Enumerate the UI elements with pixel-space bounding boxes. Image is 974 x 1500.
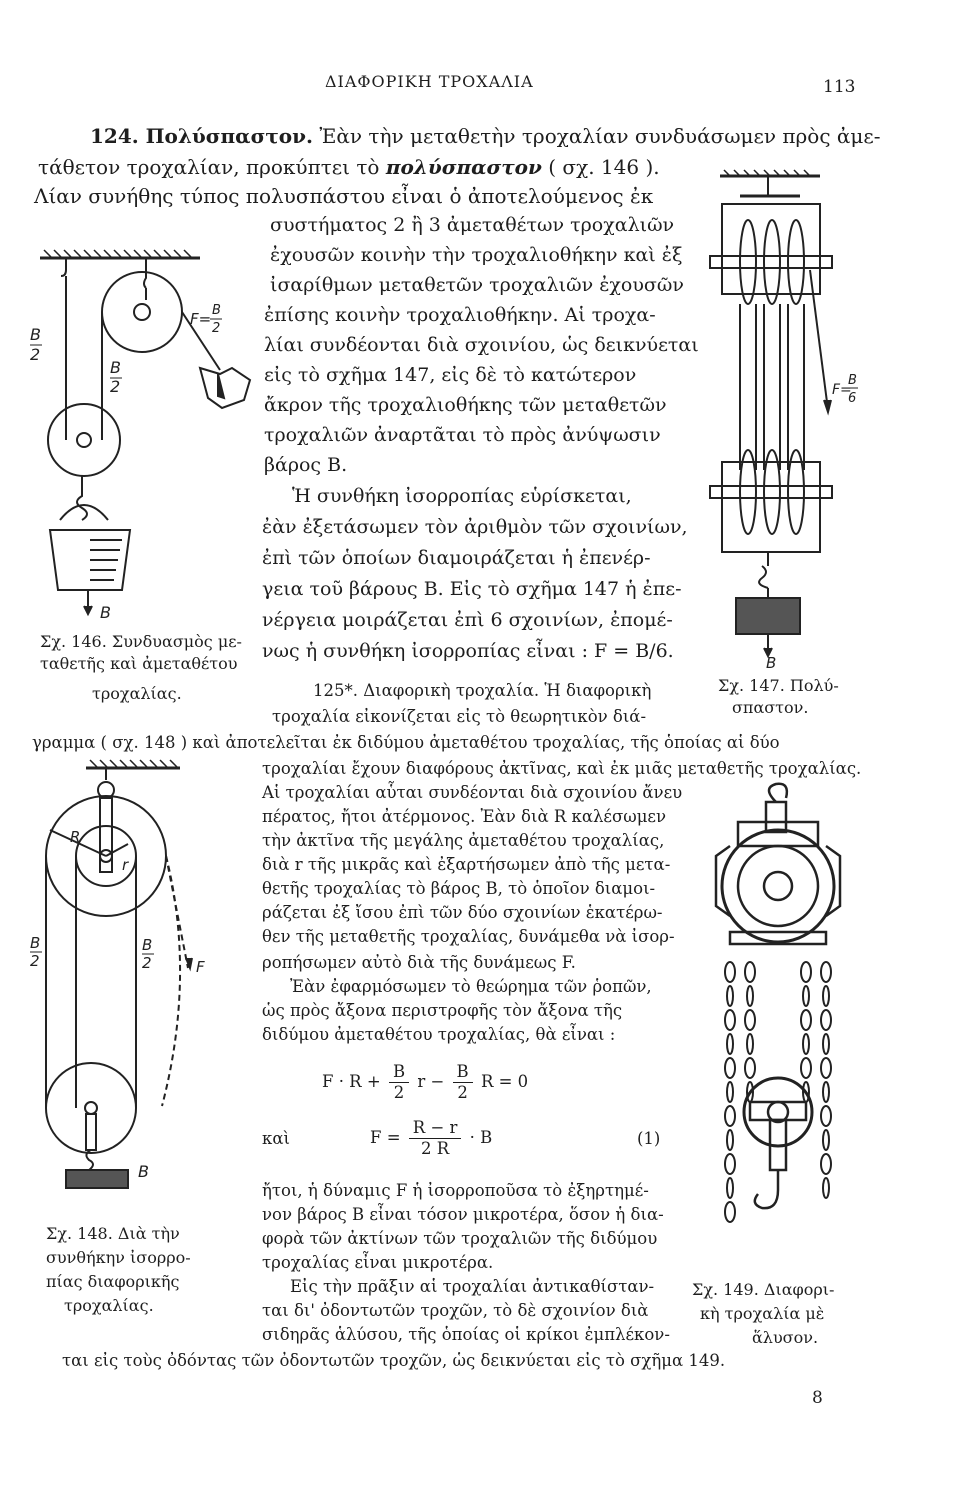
section-125-heading: 125*. Διαφορικὴ τροχαλία.	[313, 681, 540, 700]
eq2-kai: καὶ	[262, 1129, 290, 1148]
fig148-label-two-left: 2	[30, 952, 40, 970]
fig148-caption-2: συνθήκην ἰσορρο-	[46, 1248, 191, 1267]
fig148-caption-3: πίας διαφορικῆς	[46, 1272, 180, 1291]
eq1-num2: B	[453, 1062, 473, 1083]
fig147-label-force: F=	[832, 382, 852, 398]
eq1-fraction-1	[389, 1062, 409, 1103]
text-line: ται δι' ὀδοντωτῶν τροχῶν, τὸ δὲ σχοινίον διὰ	[262, 1301, 649, 1320]
eq1-mid: r −	[417, 1072, 445, 1091]
figure-149	[690, 782, 870, 1252]
page-number: 113	[823, 77, 856, 97]
text-line: ἰσαρίθμων μεταθετῶν τροχαλιῶν ἐχουσῶν	[270, 274, 684, 296]
fig148-caption-4: τροχαλίας.	[64, 1296, 154, 1315]
section-124-line-1	[90, 124, 881, 148]
fig146-label-two-left: 2	[30, 345, 41, 364]
text-line: εἰς τὸ σχῆμα 147, εἰς δὲ τὸ κατώτερον	[264, 364, 637, 386]
eq2-num: R − r	[409, 1118, 462, 1139]
fig147-caption-2: σπαστον.	[732, 698, 809, 717]
text-line: διδύμου ἀμεταθέτου τροχαλίας, θὰ εἶναι :	[262, 1025, 616, 1044]
text-line: θετῆς τροχαλίας τὸ βάρος Β, τὸ ὁποῖον διαμοι-	[262, 879, 656, 898]
eq1-num1: B	[389, 1062, 409, 1083]
eq1-den2: 2	[457, 1083, 468, 1102]
fig148-label-r: r	[122, 856, 129, 874]
section-124-line-2	[38, 155, 660, 179]
signature-mark: 8	[812, 1388, 823, 1408]
text-line: γραμμα ( σχ. 148 ) καὶ ἀποτελεῖται ἐκ διδύμου ἀμεταθέτου τροχαλίας, τῆς ὁποίας αἱ δύο	[32, 733, 780, 752]
figure-147	[700, 170, 860, 670]
text-line: Αἱ τροχαλίαι αὗται συνδέονται διὰ σχοινίου ἄνευ	[262, 783, 683, 802]
text-line: λίαι συνδέονται διὰ σχοινίου, ὡς δεικνύεται	[264, 334, 699, 356]
figure-148	[30, 758, 240, 1188]
fig146-label-force-b: B	[212, 303, 221, 318]
fig148-label-b-left: B	[30, 934, 41, 952]
text-line: τροχαλίας εἶναι μικροτέρα.	[262, 1253, 494, 1272]
fig148-label-b-mid: B	[142, 936, 153, 954]
fig146-caption-3: τροχαλίας.	[92, 684, 182, 703]
eq2-den: 2 R	[421, 1139, 450, 1158]
text-line: ἐπίσης κοινὴν τροχαλιοθήκην. Αἱ τροχα-	[264, 304, 656, 326]
text-line: ται εἰς τοὺς ὀδόντας τῶν ὀδοντωτῶν τροχῶν, ὡς δεικνύεται εἰς τὸ σχῆμα 149.	[62, 1351, 726, 1370]
text-line: τροχαλίαι ἔχουν διαφόρους ἀκτῖνας, καὶ ἐκ μιᾶς μεταθετῆς τροχαλίας.	[262, 759, 862, 778]
fig148-label-F: F	[196, 958, 205, 976]
section-124-heading: 124. Πολύσπαστον.	[90, 124, 313, 148]
fig148-label-two-mid: 2	[142, 954, 152, 972]
text-line: νέργεια μοιράζεται ἐπὶ 6 σχοινίων, ἐπομέ-	[262, 609, 673, 631]
figure-146	[30, 240, 260, 620]
fig149-caption-1: Σχ. 149. Διαφορι-	[692, 1280, 835, 1299]
fig149-caption-3: ἅλυσον.	[752, 1328, 819, 1347]
fig146-label-two-mid: 2	[110, 377, 121, 396]
text-line: Εἰς τὴν πρᾶξιν αἱ τροχαλίαι ἀντικαθίσταν-	[290, 1277, 655, 1296]
fig149-caption-2: κὴ τροχαλία μὲ	[700, 1304, 825, 1323]
text-line: πέρατος, ἤτοι ἀτέρμονος. Ἐὰν διὰ R καλέσωμεν	[262, 807, 666, 826]
text-span: τάθετον τροχαλίαν, προκύπτει τὸ	[38, 155, 380, 179]
section-125-line-1	[313, 680, 651, 702]
text-line: Ἡ συνθήκη ἰσορροπίας εὑρίσκεται,	[292, 485, 632, 507]
text-line: Ἐὰν ἐφαρμόσωμεν τὸ θεώρημα τῶν ῥοπῶν,	[290, 977, 652, 996]
text-line: τροχαλία εἰκονίζεται εἰς τὸ θεωρητικὸν διά-	[272, 707, 647, 726]
fig147-label-force-six: 6	[848, 391, 857, 406]
equation-1	[322, 1062, 528, 1103]
text-line: ἄκρον τῆς τροχαλιοθήκης τῶν μεταθετῶν	[264, 394, 667, 416]
equation-2	[370, 1118, 492, 1159]
text-span: Ἡ διαφορικὴ	[544, 681, 652, 700]
fig146-label-b-mid: B	[110, 358, 121, 377]
text-line: νως ἡ συνθήκη ἰσορροπίας εἶναι : F = B/6.	[262, 640, 674, 662]
fig148-label-R: R	[70, 828, 81, 846]
eq2-tag: (1)	[637, 1129, 661, 1148]
fig146-label-force-two: 2	[212, 321, 221, 336]
fig148-caption-1: Σχ. 148. Διὰ τὴν	[46, 1224, 180, 1243]
fig147-caption-1: Σχ. 147. Πολύ-	[718, 676, 839, 695]
section-124-text: Ἐὰν τὴν μεταθετὴν τροχαλίαν συνδυάσωμεν πρὸς ἀμε-	[319, 124, 881, 148]
fig146-label-b-weight: B	[100, 603, 111, 622]
text-span: ( σχ. 146 ).	[548, 155, 660, 179]
text-line: γεια τοῦ βάρους Β. Εἰς τὸ σχῆμα 147 ἡ ἐπε-	[262, 578, 682, 600]
eq2-lhs: F =	[370, 1128, 401, 1147]
fig148-label-b-weight: B	[138, 1162, 149, 1181]
text-line: ροπήσωμεν αὐτὸ διὰ τῆς δυνάμεως F.	[262, 953, 576, 972]
text-line: σιδηρᾶς ἁλύσου, τῆς ὁποίας οἱ κρίκοι ἐμπλέκον-	[262, 1325, 670, 1344]
text-line: ἐπὶ τῶν ὁποίων διαμοιράζεται ἡ ἐπενέρ-	[262, 547, 651, 569]
fig146-caption-2: ταθετῆς καὶ ἀμεταθέτου	[40, 654, 238, 673]
eq2-rhs: · B	[469, 1128, 493, 1147]
text-line: βάρος Β.	[264, 454, 348, 476]
text-line: ὡς πρὸς ἄξονα περιστροφῆς τὸν ἄξονα τῆς	[262, 1001, 623, 1020]
fig146-label-b-left: B	[30, 325, 41, 344]
eq1-fraction-2	[453, 1062, 473, 1103]
term-polyspaston: πολύσπαστον	[385, 155, 542, 179]
text-line: ἤτοι, ἡ δύναμις F ἡ ἰσορροποῦσα τὸ ἐξηρτημέ-	[262, 1181, 649, 1200]
text-line: συστήματος 2 ἢ 3 ἀμεταθέτων τροχαλιῶν	[270, 214, 675, 236]
fig146-label-force: F=	[190, 310, 212, 328]
eq2-fraction	[409, 1118, 462, 1159]
text-line: ράζεται ἐξ ἴσου ἐπὶ τῶν δύο σχοινίων ἑκατέρω-	[262, 903, 663, 922]
text-line: ἐχουσῶν κοινὴν τὴν τροχαλιοθήκην καὶ ἐξ	[270, 244, 683, 266]
eq1-lhs: F · R +	[322, 1072, 381, 1091]
fig147-label-b: B	[766, 654, 777, 672]
text-line: τὴν ἀκτῖνα τῆς μεγάλης ἀμεταθέτου τροχαλίας,	[262, 831, 665, 850]
eq1-rhs: R = 0	[480, 1072, 529, 1091]
fig147-label-force-b: B	[848, 373, 857, 388]
text-line: ἐὰν ἐξετάσωμεν τὸν ἀριθμὸν τῶν σχοινίων,	[262, 516, 688, 538]
text-line: διὰ r τῆς μικρᾶς καὶ ἐξαρτήσωμεν ἀπὸ τῆς μετα-	[262, 855, 671, 874]
text-line: φορὰ τῶν ἀκτίνων τῶν τροχαλιῶν τῆς διδύμου	[262, 1229, 658, 1248]
running-title: ΔΙΑΦΟΡΙΚΗ ΤΡΟΧΑΛΙΑ	[325, 72, 534, 91]
eq1-den1: 2	[393, 1083, 405, 1102]
fig146-caption-1: Σχ. 146. Συνδυασμὸς με-	[40, 632, 242, 651]
text-line: θεν τῆς μεταθετῆς τροχαλίας, δυνάμεθα νὰ ἰσορ-	[262, 927, 675, 946]
text-line: Λίαν συνήθης τύπος πολυσπάστου εἶναι ὁ ἀποτελούμενος ἐκ	[34, 184, 654, 208]
text-line: τροχαλιῶν ἀναρτᾶται τὸ πρὸς ἀνύψωσιν	[264, 424, 661, 446]
text-line: νον βάρος Β εἶναι τόσον μικροτέρα, ὅσον ἡ δια-	[262, 1205, 664, 1224]
